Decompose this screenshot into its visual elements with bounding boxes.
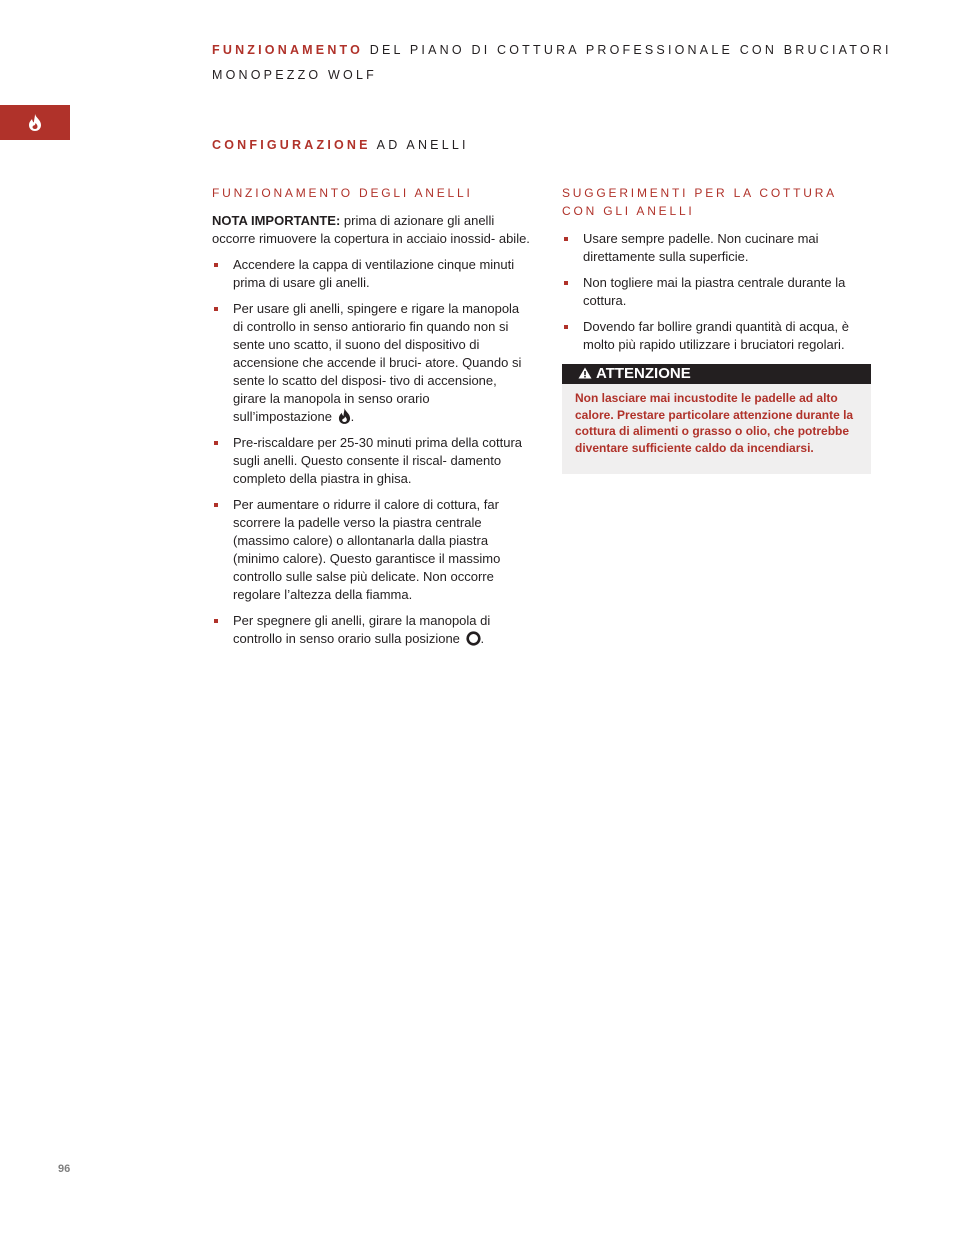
- bullet-square-icon: [214, 619, 218, 623]
- list-item-text: Per usare gli anelli, spingere e rigare la manopola di controllo in senso antiorario fin quando non si sente uno scatto, il suono del dispositivo di accensione che accende il bruci- atore. Quando si sente lo scatto del disposi- tivo di accensione, girare la manopola in senso orario sull’impostazione: [233, 301, 522, 424]
- warning-header: [562, 364, 871, 384]
- bullet-square-icon: [214, 441, 218, 445]
- section-title-rest: AD ANELLI: [370, 138, 469, 152]
- header-strong: FUNZIONAMENTO: [212, 43, 364, 57]
- header-rest: DEL PIANO DI COTTURA PROFESSIONALE CON BRUCIATORI: [363, 43, 892, 57]
- right-bullet-list: [562, 230, 872, 354]
- list-item: [212, 612, 532, 648]
- section-title: [212, 138, 469, 152]
- list-item: [212, 256, 532, 292]
- off-circle-icon: [466, 631, 481, 646]
- flame-icon: [338, 408, 351, 424]
- list-item-text: Per spegnere gli anelli, girare la manopola di controllo in senso orario sulla posizione: [233, 613, 491, 646]
- list-item: [212, 434, 532, 488]
- header-line-1: [212, 38, 892, 63]
- list-item-text: Non togliere mai la piastra centrale durante la cottura.: [583, 275, 846, 308]
- bullet-end-punct: .: [480, 631, 485, 646]
- warning-triangle-icon: [578, 367, 592, 379]
- list-item: [562, 274, 872, 310]
- list-item: [562, 230, 872, 266]
- list-item-text: Dovendo far bollire grandi quantità di acqua, è molto più rapido utilizzare i bruciatori regolari.: [583, 319, 849, 352]
- left-bullet-list: [212, 256, 532, 648]
- list-item-text: Accendere la cappa di ventilazione cinque minuti prima di usare gli anelli.: [233, 257, 515, 290]
- note-text: prima di azionare gli anelli occorre rimuovere la copertura in acciaio inossid- abile.: [212, 213, 530, 246]
- right-subhead: SUGGERIMENTI PER LA COTTURA CON GLI ANELLI: [562, 186, 837, 218]
- left-subhead: FUNZIONAMENTO DEGLI ANELLI: [212, 186, 473, 200]
- right-column: [562, 184, 872, 474]
- header-line-2: MONOPEZZO WOLF: [212, 68, 377, 82]
- list-item: [212, 300, 532, 426]
- list-item: [212, 496, 532, 604]
- warning-box: [562, 364, 871, 474]
- warning-title: ATTENZIONE: [596, 365, 691, 382]
- list-item: [562, 318, 872, 354]
- bullet-square-icon: [214, 307, 218, 311]
- section-title-strong: CONFIGURAZIONE: [212, 138, 371, 152]
- bullet-square-icon: [214, 503, 218, 507]
- list-item-text: Per aumentare o ridurre il calore di cottura, far scorrere la padelle verso la piastra centrale (massimo calore) o allontanarla dalla piastra (minimo calore). Questo garantisce il massimo controllo sulle salse più delicate. Non occorre regolare l’altezza della fiamma.: [233, 497, 501, 602]
- bullet-square-icon: [564, 237, 568, 241]
- bullet-square-icon: [564, 325, 568, 329]
- page-header: [212, 38, 892, 88]
- warning-text: Non lasciare mai incustodite le padelle ad alto calore. Prestare particolare attenzione durante la cottura di alimenti o grasso o olio, che potrebbe diventare sufficiente caldo da incendiarsi.: [575, 391, 854, 455]
- bullet-end-punct: .: [350, 409, 355, 424]
- flame-icon: [28, 114, 42, 131]
- note-label: NOTA IMPORTANTE:: [212, 213, 341, 228]
- bullet-square-icon: [564, 281, 568, 285]
- bullet-square-icon: [214, 263, 218, 267]
- list-item-text: Pre-riscaldare per 25-30 minuti prima della cottura sugli anelli. Questo consente il riscal- damento completo della piastra in ghisa.: [233, 435, 523, 486]
- left-column: [212, 184, 532, 656]
- important-note: [212, 212, 532, 248]
- section-tab: [0, 105, 70, 140]
- page-number: 96: [58, 1163, 71, 1175]
- list-item-text: Usare sempre padelle. Non cucinare mai direttamente sulla superficie.: [583, 231, 819, 264]
